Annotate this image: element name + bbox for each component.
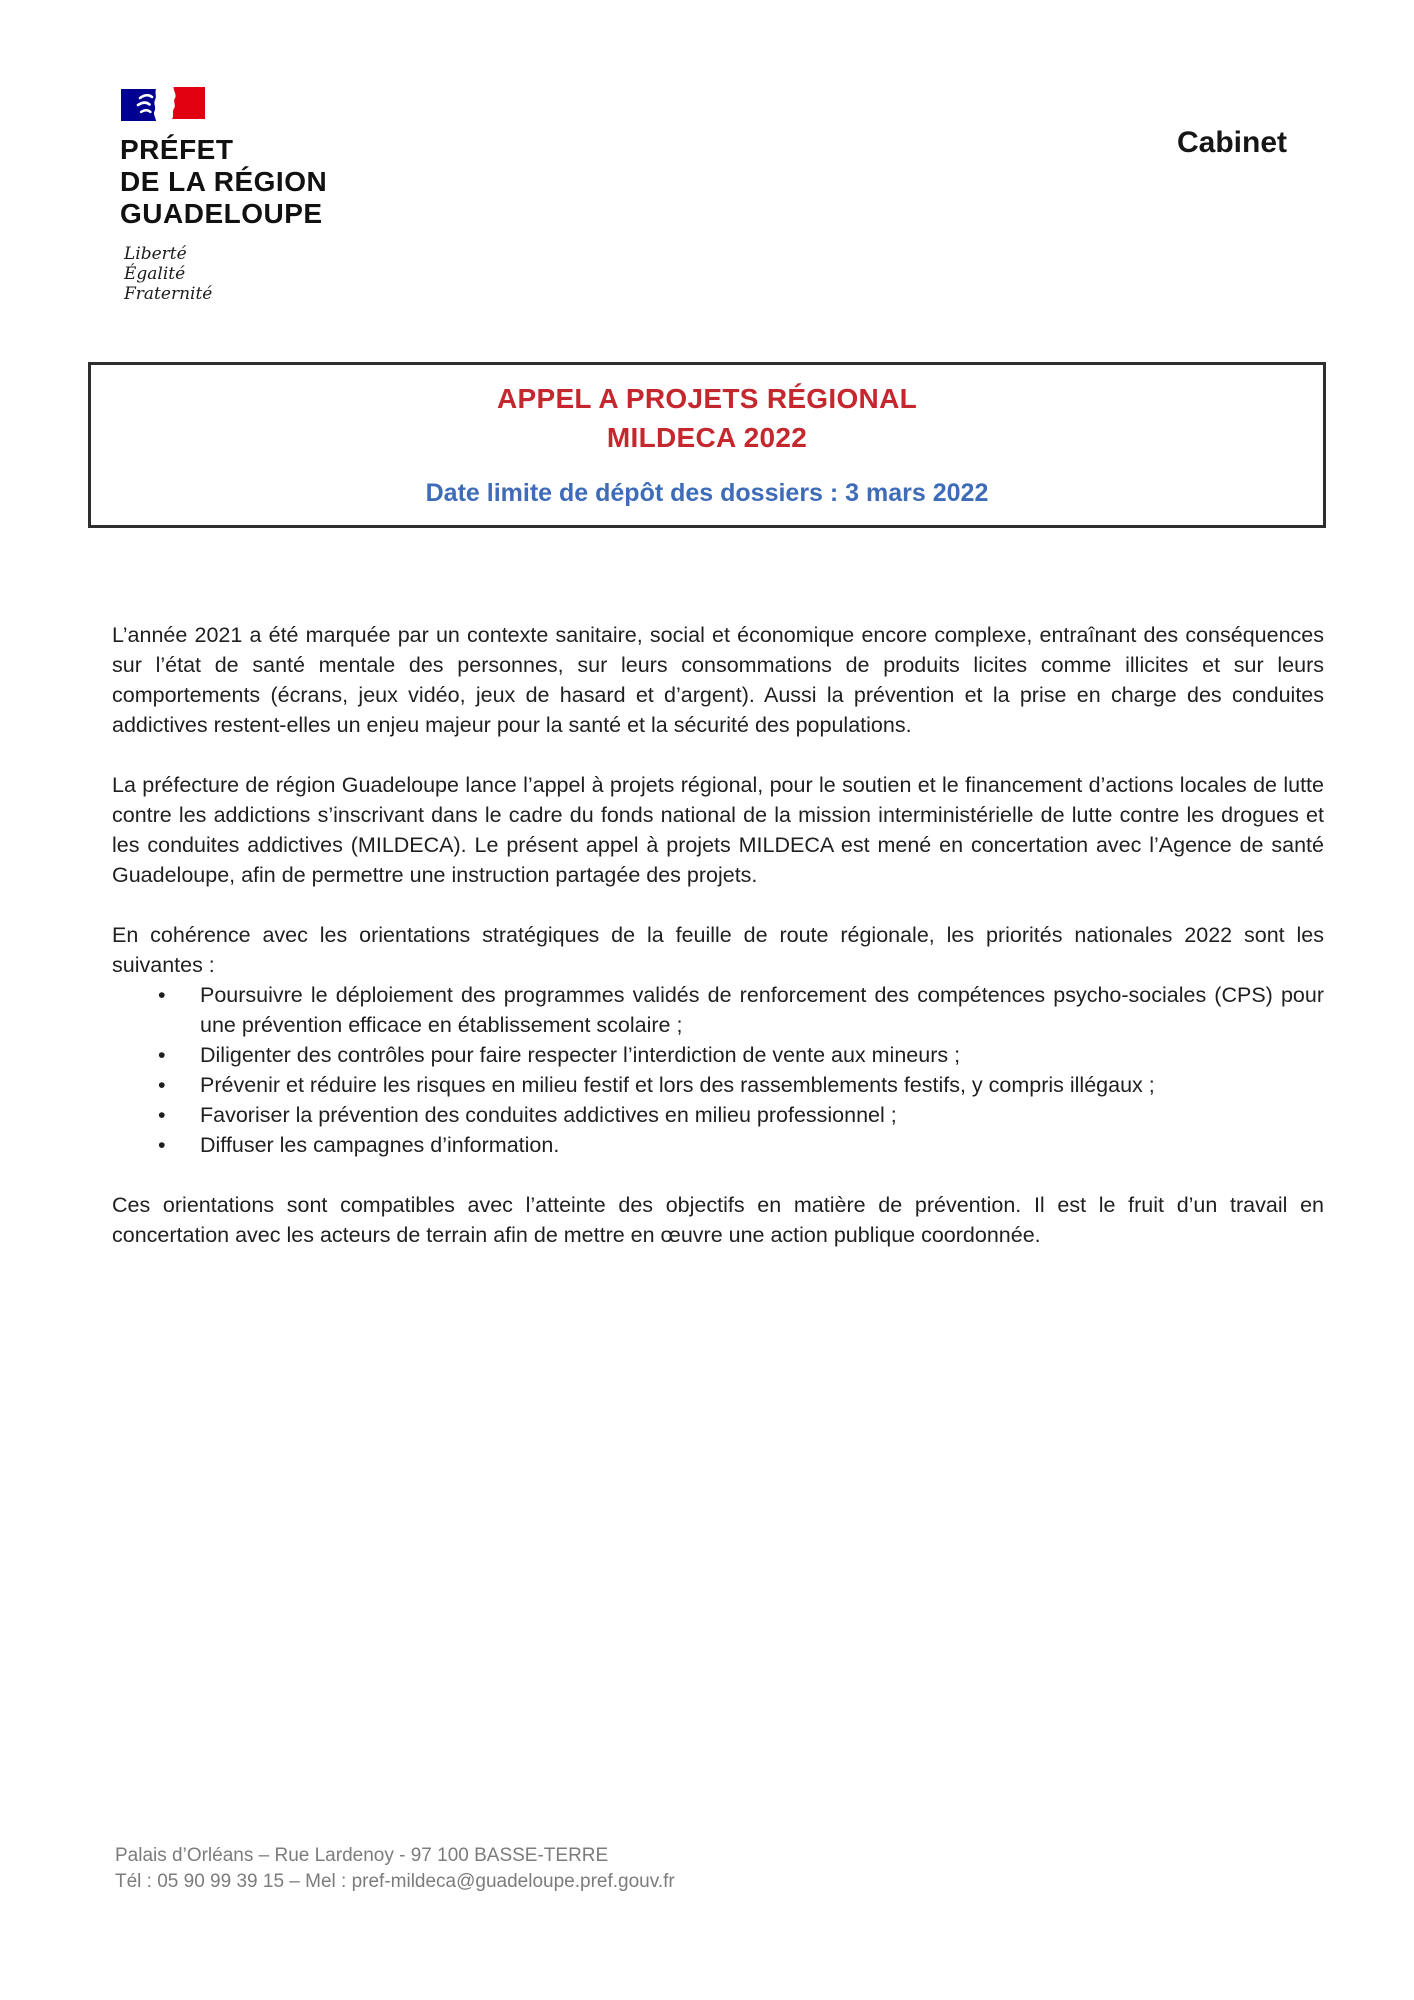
- title-line-1: APPEL A PROJETS RÉGIONAL: [496, 383, 917, 414]
- priorities-list: [112, 980, 1324, 1160]
- paragraph-context-2021: L’année 2021 a été marquée par un contexte sanitaire, social et économique encore complexe, entraînant des conséquences sur l’état de santé mentale des personnes, sur leurs consommations de produits licites comme illicites et sur leurs comportements (écrans, jeux vidéo, jeux de hasard et d’argent). Aussi la prévention et la prise en charge des conduites addictives restent-elles un enjeu majeur pour la santé et la sécurité des populations.: [112, 623, 1324, 737]
- title-box: [88, 362, 1326, 528]
- paragraph-conclusion: Ces orientations sont compatibles avec l’atteinte des objectifs en matière de prévention. Il est le fruit d’un travail en concertation avec les acteurs de terrain afin de mettre en œuvre une action publique coordonnée.: [112, 1193, 1324, 1247]
- footer-address: Palais d’Orléans – Rue Lardenoy - 97 100 BASSE-TERRE: [115, 1845, 609, 1866]
- brand-name-line-1: PRÉFET: [120, 134, 234, 165]
- priority-item-controles: • Diligenter des contrôles pour faire respecter l’interdiction de vente aux mineurs ;: [112, 1040, 1324, 1070]
- motto-line-liberte: Liberté: [124, 244, 187, 264]
- footer: [115, 1843, 675, 1895]
- deadline-text: Date limite de dépôt des dossiers : 3 mars 2022: [425, 479, 989, 507]
- brand-motto: [120, 244, 327, 304]
- priority-item-milieu-professionnel: • Favoriser la prévention des conduites addictives en milieu professionnel ;: [112, 1100, 1324, 1130]
- brand-name-line-2: DE LA RÉGION: [120, 166, 328, 197]
- paragraph-priorities-intro: En cohérence avec les orientations stratégiques de la feuille de route régionale, les priorités nationales 2022 sont les suivantes :: [112, 923, 1324, 977]
- footer-contact: Tél : 05 90 99 39 15 – Mel : pref-mildeca@guadeloupe.pref.gouv.fr: [115, 1871, 675, 1892]
- priority-item-campagnes: • Diffuser les campagnes d’information.: [112, 1130, 1324, 1160]
- brand-name-line-3: GUADELOUPE: [120, 198, 323, 229]
- title-line-2: MILDECA 2022: [606, 422, 808, 453]
- brand-name: [120, 134, 327, 230]
- body-content: [112, 620, 1324, 1280]
- motto-line-fraternite: Fraternité: [124, 284, 213, 304]
- paragraph-prefecture-launch: La préfecture de région Guadeloupe lance l’appel à projets régional, pour le soutien et le financement d’actions locales de lutte contre les addictions s’inscrivant dans le cadre du fonds national de la mission interministérielle de lutte contre les drogues et les conduites addictives (MILDECA). Le présent appel à projets MILDECA est mené en concertation avec l’Agence de santé Guadeloupe, afin de permettre une instruction partagée des projets.: [112, 773, 1324, 887]
- cabinet-label: Cabinet: [1176, 126, 1287, 159]
- priority-item-milieu-festif: • Prévenir et réduire les risques en milieu festif et lors des rassemblements festifs, y compris illégaux ;: [112, 1070, 1324, 1100]
- header-brand-block: [120, 86, 327, 304]
- marianne-flag-icon: [120, 86, 206, 124]
- priority-item-cps: • Poursuivre le déploiement des programmes validés de renforcement des compétences psycho-sociales (CPS) pour une prévention efficace en établissement scolaire ;: [112, 980, 1324, 1040]
- motto-line-egalite: Égalité: [124, 264, 186, 284]
